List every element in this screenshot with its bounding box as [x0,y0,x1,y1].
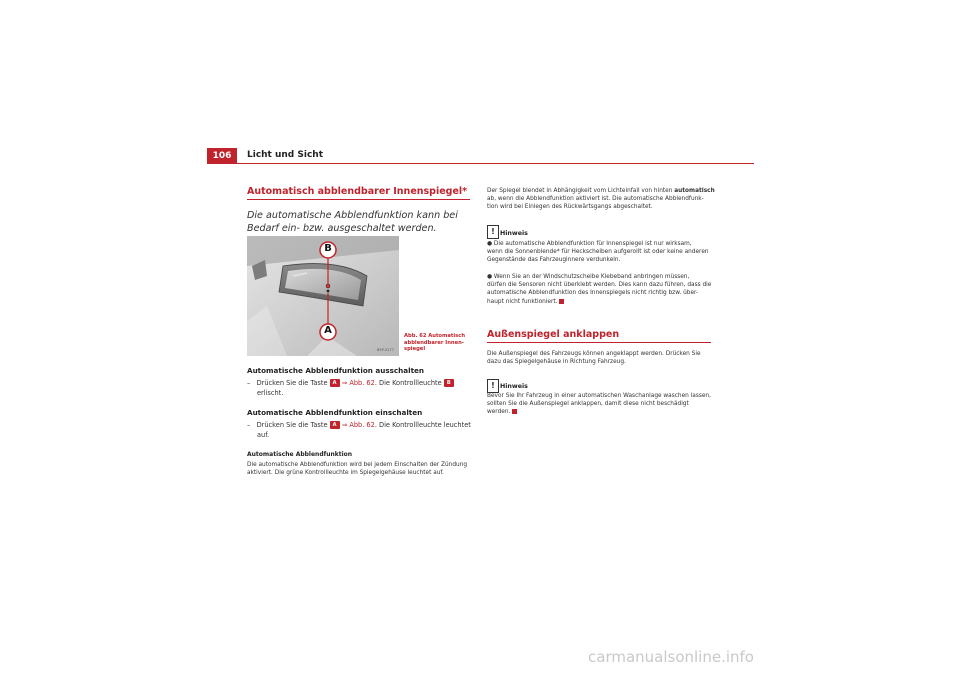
caption-line: Abb. 62 Automatisch [404,333,466,339]
page-header-title: Licht und Sicht [247,150,323,160]
text-span: Der Spiegel blendet in Abhängigkeit vom Lichteinfall von hinten [487,188,675,194]
text-span: werden. [487,409,511,416]
text-line: aktiviert. Die grüne Kontrollleuchte im Spiegelgehäuse leuchtet auf. [247,470,444,477]
callout-a: A [324,325,332,336]
note-bullet-1 [487,240,719,265]
section-rule [247,199,470,200]
paragraph-aussenspiegel [487,350,719,366]
heading-ausschalten: Automatische Abblendfunktion ausschalten [247,366,425,375]
text-line [487,298,719,306]
text-line: sollten Sie die Außenspiegel anklappen, damit diese nicht beschädigt [487,401,689,408]
dash: – [247,421,251,429]
step-text: auf. [257,430,270,439]
note-title: Hinweis [500,383,528,390]
heading-automatik: Automatische Abblendfunktion [247,451,353,458]
step-einschalten [247,421,477,440]
step-text: . Die Kontrollleuchte leuchtet [374,421,471,429]
text-line: Bevor Sie Ihr Fahrzeug in einer automatischen Waschanlage waschen lassen, [487,393,711,399]
step-text: Drücken Sie die Taste [256,421,328,429]
callout-b: B [324,243,332,254]
text-line: dürfen die Sensoren nicht überklebt werden. Dies kann dazu führen, dass die [487,282,712,289]
figure-code: B5P-0177 [377,348,394,352]
note-waschanlage [487,392,719,417]
text-line: automatische Abblendfunktion des Innenspiegels nicht richtig bzw. über- [487,290,699,297]
text-line: tion wird bei Einlegen des Rückwärtsgangs abgeschaltet. [487,204,653,211]
paragraph-automatik [247,461,482,477]
heading-einschalten: Automatische Abblendfunktion einschalten [247,408,423,417]
text-span: haupt nicht funktioniert. [487,298,558,305]
text-line [487,187,719,195]
end-mark [512,409,517,414]
step-text: erlischt. [257,388,284,397]
text-line [487,240,719,248]
mirror-illustration [247,236,399,356]
text-line [487,408,719,416]
note-bullet-2 [487,273,719,306]
text-span: Wenn Sie an der Windschutzscheibe Klebeband anbringen müssen, [493,274,690,280]
page-number: 106 [207,148,237,164]
note-title: Hinweis [500,230,528,237]
note-icon: ! [487,221,499,240]
text-line: ab, wenn die Abblendfunktion aktiviert ist. Die automatische Abblendfunk- [487,196,704,203]
key-a-badge: A [330,421,340,429]
text-line: Die automatische Abblendfunktion wird bei jedem Einschalten der Zündung [247,462,468,468]
bullet: ● [487,274,493,280]
text-line: dazu das Spiegelgehäuse in Richtung Fahrzeug. [487,359,626,366]
step-text: . Die Kontrollleuchte [374,379,442,387]
bullet: ● [487,241,493,247]
key-b-badge: B [444,379,454,387]
text-line: Die Außenspiegel des Fahrzeugs können angeklappt werden. Drücken Sie [487,351,701,357]
figure-link[interactable]: ⇒ Abb. 62 [341,421,375,429]
bold-word: automatisch [674,188,715,194]
dash: – [247,379,251,387]
note-icon: ! [487,375,499,394]
caption-line: abblendbarer Innen- [404,339,464,346]
end-mark [559,299,564,304]
section-rule [487,342,711,343]
watermark: carmanualsonline.info [588,648,754,666]
section-intro: Die automatische Abblendfunktion kann bei Bedarf ein- bzw. ausgeschaltet werden. [247,210,458,234]
figure-caption [404,333,469,353]
text-span: Die automatische Abblendfunktion für Innenspiegel ist nur wirksam, [493,241,692,247]
section-title-innenspiegel: Automatisch abblendbarer Innenspiegel* [247,186,468,197]
mirror-figure [247,236,399,356]
section-title-aussenspiegel: Außenspiegel anklappen [487,329,620,340]
step-text: Drücken Sie die Taste [256,379,328,387]
figure-link[interactable]: ⇒ Abb. 62 [341,379,375,387]
text-line: wenn die Sonnenblende* für Heckscheiben aufgerollt ist oder keine anderen [487,249,709,256]
paragraph-blendet [487,187,719,212]
header-rule [207,163,754,164]
step-ausschalten [247,379,477,398]
key-a-badge: A [330,379,340,387]
caption-line: spiegel [404,346,426,353]
text-line: Gegenstände das Fahrzeuginnere verdunkeln. [487,257,621,264]
text-line [487,273,719,281]
